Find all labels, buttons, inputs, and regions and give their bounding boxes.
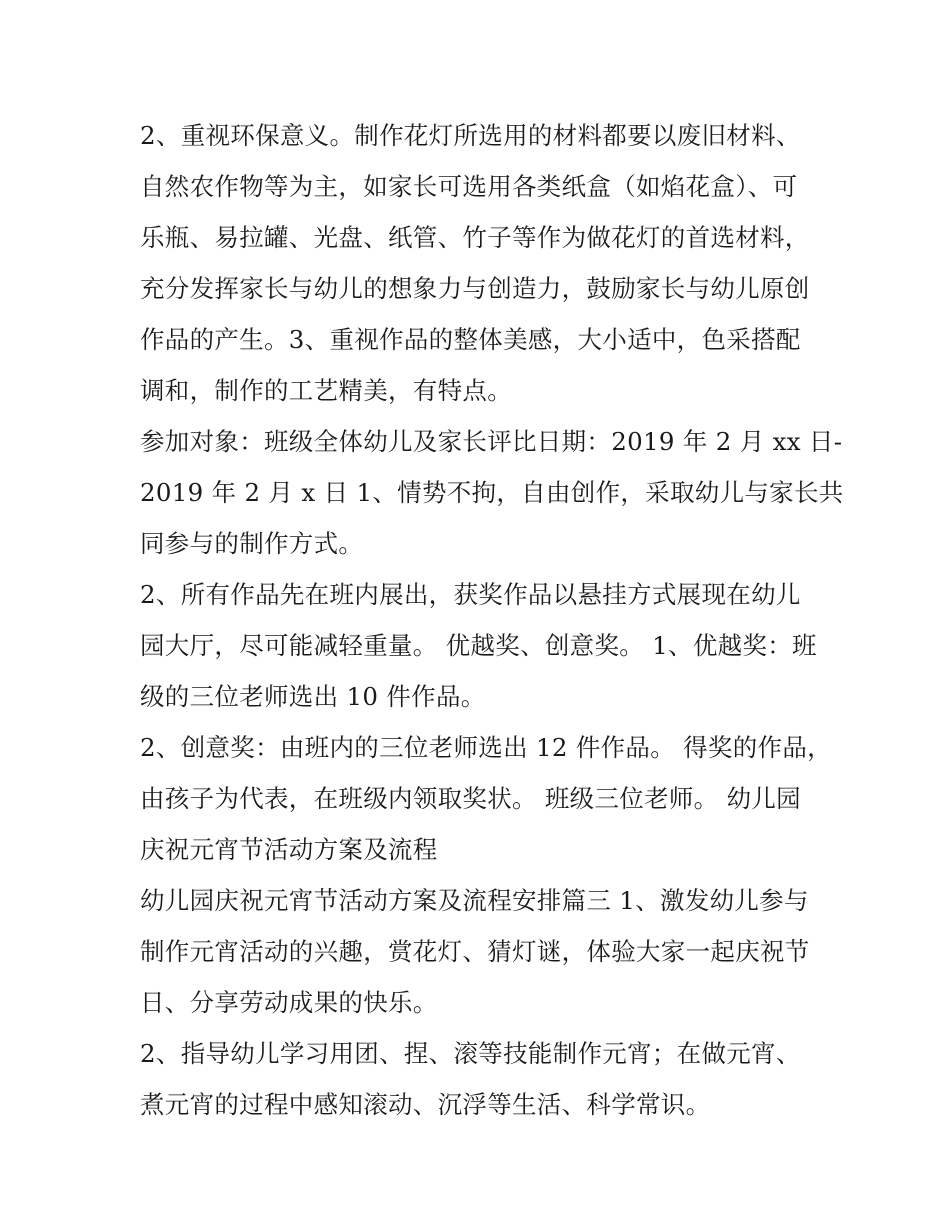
text-line: 参加对象：班级全体幼儿及家长评比日期：2019 年 2 月 xx 日-: [140, 427, 843, 456]
text-line: 煮元宵的过程中感知滚动、沉浮等生活、科学常识。: [140, 1090, 711, 1119]
document-body: [140, 110, 844, 1130]
text-line: 日、分享劳动成果的快乐。: [140, 988, 438, 1017]
text-line: 充分发挥家长与幼儿的想象力与创造力，鼓励家长与幼儿原创: [140, 274, 810, 303]
text-line: 自然农作物等为主，如家长可选用各类纸盒（如焰花盒）、可: [140, 172, 798, 201]
text-line: 幼儿园庆祝元宵节活动方案及流程安排篇三 1、激发幼儿参与: [140, 886, 809, 915]
text-line: 制作元宵活动的兴趣，赏花灯、猜灯谜，体验大家一起庆祝节: [140, 937, 810, 966]
text-line: 由孩子为代表，在班级内领取奖状。 班级三位老师。 幼儿园: [140, 784, 801, 813]
text-line: 乐瓶、易拉罐、光盘、纸管、竹子等作为做花灯的首选材料，: [140, 223, 810, 252]
text-line: 2、所有作品先在班内展出，获奖作品以悬挂方式展现在幼儿: [140, 580, 801, 609]
text-line: 2、指导幼儿学习用团、捏、滚等技能制作元宵；在做元宵、: [140, 1039, 801, 1068]
text-line: 2、重视环保意义。制作花灯所选用的材料都要以废旧材料、: [140, 121, 801, 150]
text-line: 园大厅，尽可能减轻重量。 优越奖、创意奖。 1、优越奖：班: [140, 631, 817, 660]
text-line: 作品的产生。3、重视作品的整体美感，大小适中，色采搭配: [140, 325, 801, 354]
text-line: 2、创意奖：由班内的三位老师选出 12 件作品。 得奖的作品，: [140, 733, 832, 762]
text-line: 调和，制作的工艺精美，有特点。: [140, 376, 512, 405]
text-line: 同参与的制作方式。: [140, 529, 364, 558]
text-line: 级的三位老师选出 10 件作品。: [140, 682, 486, 711]
text-line: 庆祝元宵节活动方案及流程: [140, 835, 438, 864]
text-line: 2019 年 2 月 x 日 1、情势不拘，自由创作，采取幼儿与家长共: [140, 478, 844, 507]
